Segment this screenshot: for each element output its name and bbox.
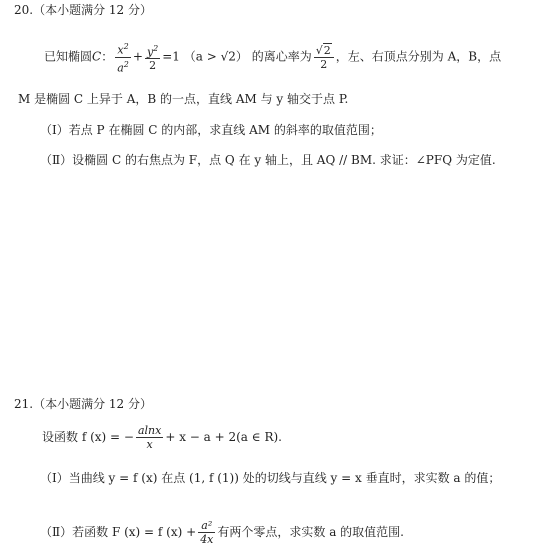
q21-frac-den: x bbox=[146, 438, 153, 451]
q21-f2-num: a² bbox=[198, 519, 215, 533]
q20-a: a bbox=[117, 61, 124, 75]
q21-part2-prefix: （Ⅱ）若函数 F (x) = f (x) + bbox=[40, 525, 197, 539]
q20-ecc-frac: $\frac{√2}{2}$ bbox=[314, 43, 334, 71]
q21-frac-num: alnx bbox=[137, 424, 162, 437]
q20-eq1: =1 bbox=[162, 49, 180, 64]
q20-plus: + bbox=[132, 49, 143, 64]
q20-part2: （Ⅱ）设椭圆 C 的右焦点为 F，点 Q 在 y 轴上，且 AQ // BM. 求证：∠PFQ 为定值. bbox=[40, 153, 496, 167]
q21-f2-den: 4x bbox=[200, 533, 214, 546]
q20-y: y bbox=[146, 45, 154, 59]
q20-ecc-text: 的离心率为 bbox=[251, 49, 312, 64]
q21-part2 bbox=[40, 519, 404, 546]
q20-vertices: ，左、右顶点分别为 A，B，点 bbox=[335, 49, 502, 64]
q20-frac-y: $\frac{y^2}{2}$ bbox=[146, 43, 159, 73]
q20-line2: M 是椭圆 C 上异于 A，B 的一点，直线 AM 与 y 轴交于点 P. bbox=[18, 92, 349, 106]
q20-part1: （Ⅰ）若点 P 在椭圆 C 的内部，求直线 AM 的斜率的取值范围； bbox=[40, 123, 382, 137]
q20-x: x bbox=[117, 43, 124, 57]
q20-intro bbox=[44, 40, 501, 74]
q21-frac bbox=[136, 424, 163, 451]
q20-sqrt2: 2 bbox=[323, 44, 331, 58]
q20-header: 20.（本小题满分 12 分） bbox=[14, 3, 152, 17]
q20-frac-x: $\frac{x^2}{a^2}$ bbox=[117, 42, 129, 75]
q21-part1: （Ⅰ）当曲线 y = f (x) 在点 (1, f (1)) 处的切线与直线 y = x 垂直时，求实数 a 的值； bbox=[40, 471, 501, 485]
q21-header: 21.（本小题满分 12 分） bbox=[14, 397, 152, 411]
q20-two: 2 bbox=[149, 59, 157, 73]
q20-ellipse-name: C bbox=[92, 49, 102, 64]
q21-function bbox=[42, 424, 282, 451]
q20-colon: ： bbox=[101, 49, 114, 64]
q21-fn-suffix: + x − a + 2(a ∈ R). bbox=[165, 430, 282, 444]
q21-part2-suffix: 有两个零点，求实数 a 的取值范围. bbox=[217, 525, 404, 539]
q20-condition: （a > √2） bbox=[183, 49, 248, 64]
q21-fn-prefix: 设函数 f (x) = − bbox=[42, 430, 134, 444]
q20-intro-prefix: 已知椭圆 bbox=[44, 49, 93, 64]
q21-part2-frac bbox=[198, 519, 215, 546]
